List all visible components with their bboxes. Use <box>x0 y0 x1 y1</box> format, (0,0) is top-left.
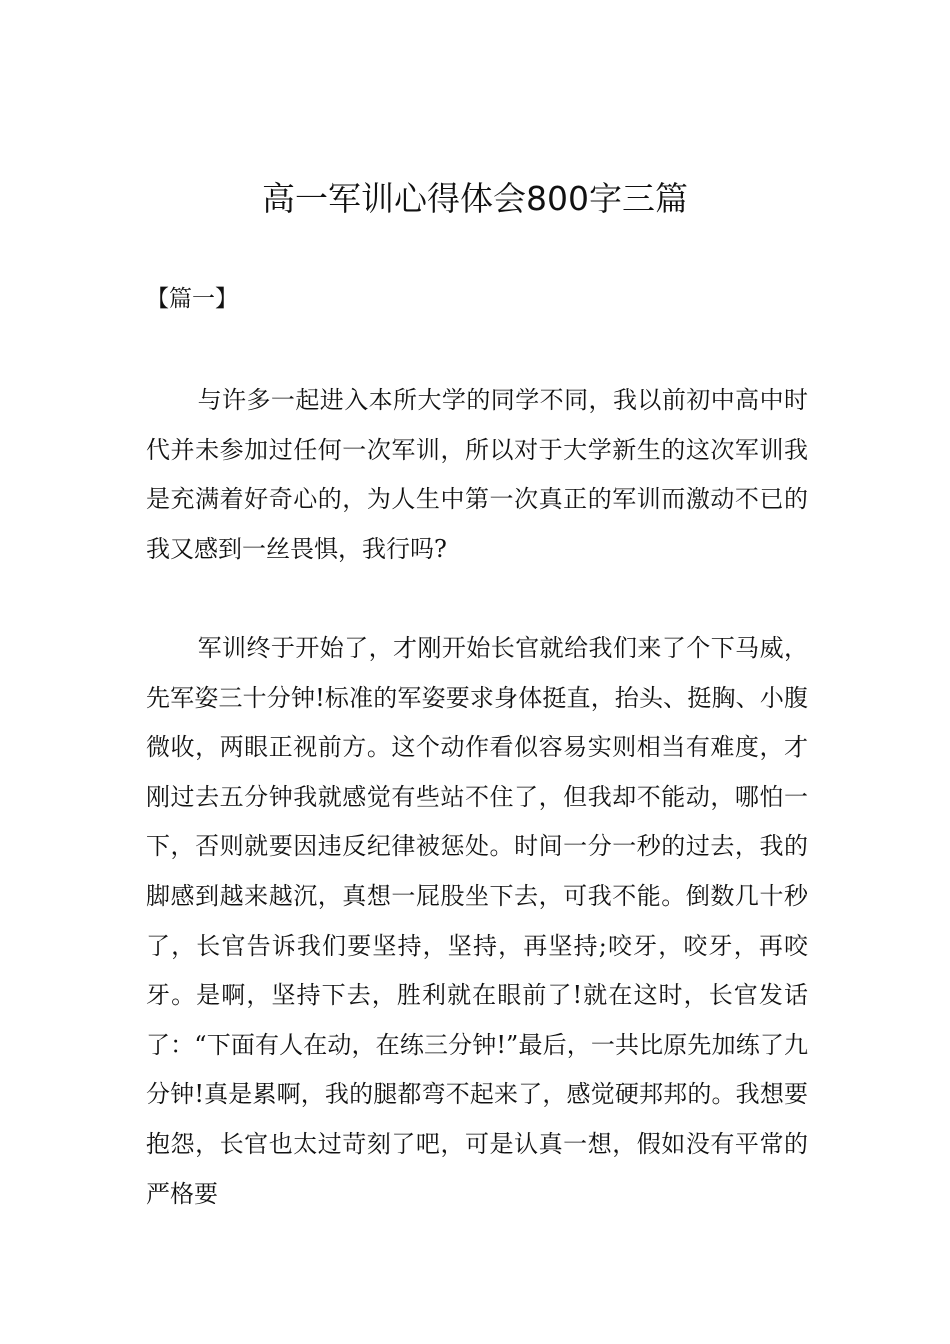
document-title: 高一军训心得体会800字三篇 <box>262 179 688 218</box>
section-label: 【篇一】 <box>146 286 238 312</box>
paragraph-2: 军训终于开始了，才刚开始长官就给我们来了个下马威，先军姿三十分钟!标准的军姿要求身体挺直，抬头、挺胸、小腹微收，两眼正视前方。这个动作看似容易实则相当有难度，才刚过去五分钟我就感觉有些站不住了，但我却不能动，哪怕一下，否则就要因违反纪律被惩处。时间一分一秒的过去，我的脚感到越来越沉，真想一屁股坐下去，可我不能。倒数几十秒了，长官告诉我们要坚持，坚持，再坚持;咬牙，咬牙，再咬牙。是啊，坚持下去，胜利就在眼前了!就在这时，长官发话了：“下面有人在动，在练三分钟!”最后，一共比原先加练了九分钟!真是累啊，我的腿都弯不起来了，感觉硬邦邦的。我想要抱怨，长官也太过苛刻了吧，可是认真一想，假如没有平常的严格要 <box>146 634 808 1208</box>
paragraph-1: 与许多一起进入本所大学的同学不同，我以前初中高中时代并未参加过任何一次军训，所以对于大学新生的这次军训我是充满着好奇心的，为人生中第一次真正的军训而激动不已的我又感到一丝畏惧，我行吗? <box>146 386 808 563</box>
